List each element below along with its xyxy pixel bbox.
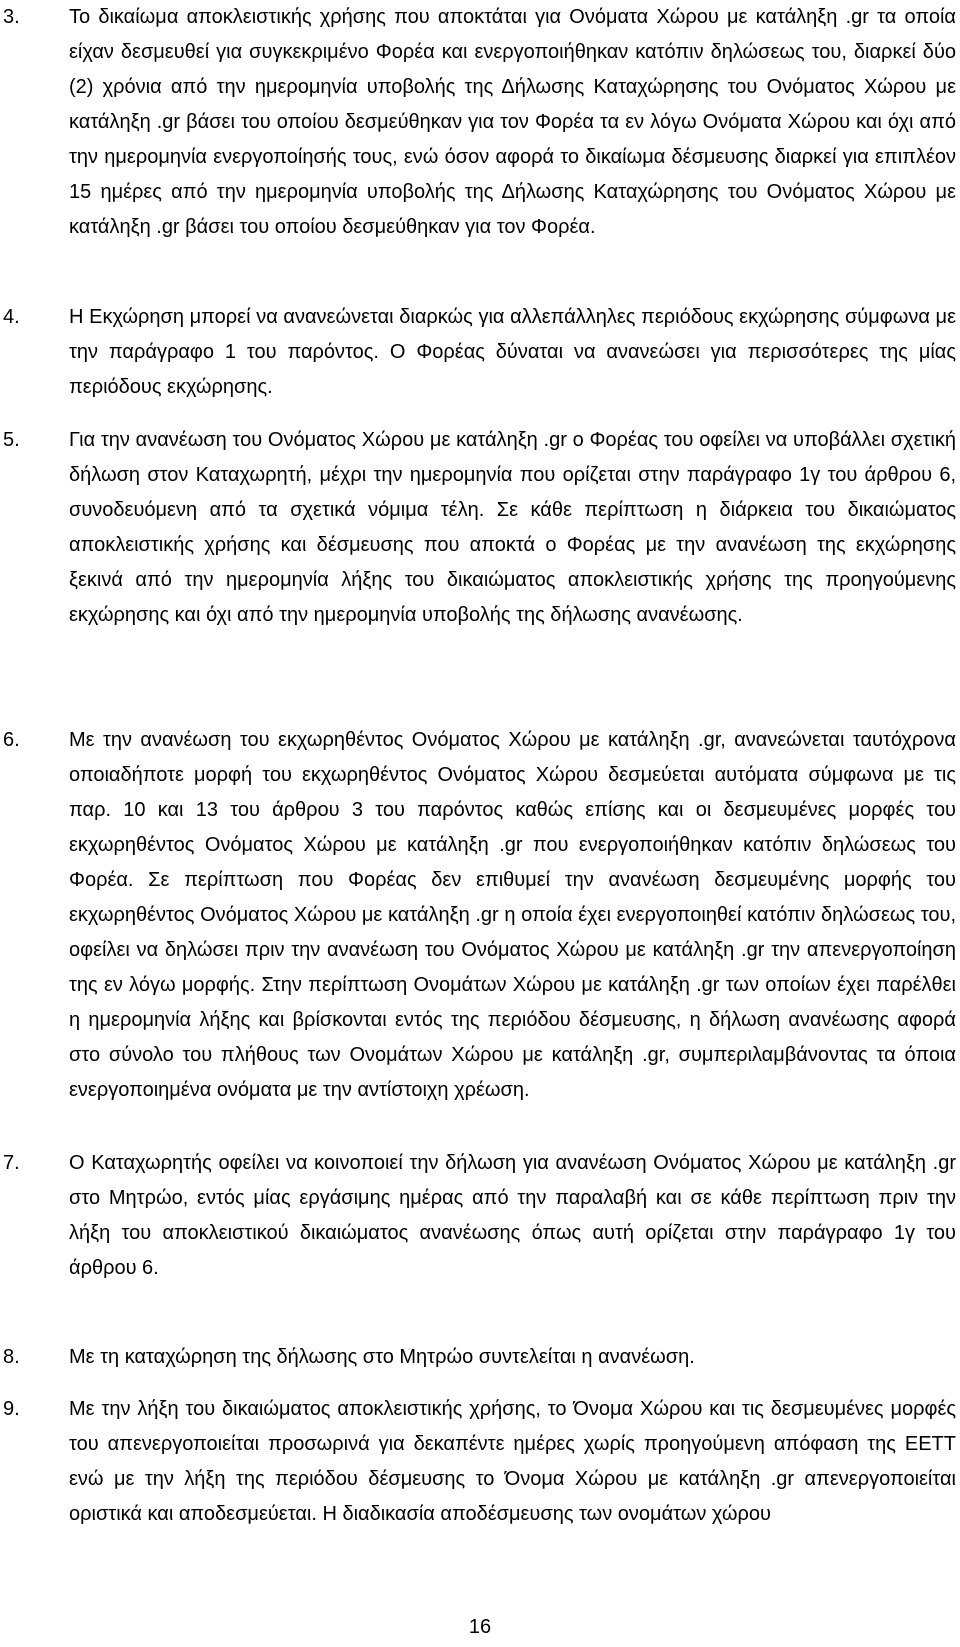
page-number: 16 <box>468 1616 492 1638</box>
item-number: 4. <box>3 306 20 328</box>
item-text: Για την ανανέωση του Ονόματος Χώρου με κατάληξη .gr ο Φορέας του οφείλει να υποβάλλει σχετική δήλωση στον Καταχωρητή, μέχρι την ημερομηνία που ορίζεται στην παράγραφο 1γ του άρθρου 6, συνοδευόμενη από τα σχετικά νόμιμα τέλη. Σε κάθε περίπτωση η διάρκεια του δικαιώματος αποκλειστικής χρήσης και δέσμευσης που αποκτά ο Φορέας με την ανανέωση της εκχώρησης ξεκινά από την ημερομηνία λήξης του δικαιώματος αποκλειστικής χρήσης της προηγούμενης εκχώρησης και όχι από την ημερομηνία υποβολής της δήλωσης ανανέωσης. <box>69 429 956 626</box>
item-number: 8. <box>3 1346 20 1368</box>
item-text: Με τη καταχώρηση της δήλωσης στο Μητρώο συντελείται η ανανέωση. <box>69 1346 695 1368</box>
item-number: 7. <box>3 1152 20 1174</box>
item-text: Το δικαίωμα αποκλειστικής χρήσης που αποκτάται για Ονόματα Χώρου με κατάληξη .gr τα οποία είχαν δεσμευθεί για συγκεκριμένο Φορέα και ενεργοποιήθηκαν κατόπιν δηλώσεως του, διαρκεί δύο (2) χρόνια από την ημερομηνία υποβολής της Δήλωσης Καταχώρησης του Ονόματος Χώρου με κατάληξη .gr βάσει του οποίου δεσμεύθηκαν για τον Φορέα τα εν λόγω Ονόματα Χώρου και όχι από την ημερομηνία ενεργοποίησής τους, ενώ όσον αφορά το δικαίωμα δέσμευσης διαρκεί για επιπλέον 15 ημέρες από την ημερομηνία υποβολής της Δήλωσης Καταχώρησης του Ονόματος Χώρου με κατάληξη .gr βάσει του οποίου δεσμεύθηκαν για τον Φορέα. <box>69 6 956 238</box>
item-number: 9. <box>3 1398 20 1420</box>
item-text: Με την ανανέωση του εκχωρηθέντος Ονόματος Χώρου με κατάληξη .gr, ανανεώνεται ταυτόχρονα οποιαδήποτε μορφή του εκχωρηθέντος Ονόματος Χώρου δεσμεύεται αυτόματα σύμφωνα με τις παρ. 10 και 13 του άρθρου 3 του παρόντος καθώς επίσης και οι δεσμευμένες μορφές του εκχωρηθέντος Ονόματος Χώρου με κατάληξη .gr που ενεργοποιήθηκαν κατόπιν δηλώσεως του Φορέα. Σε περίπτωση που Φορέας δεν επιθυμεί την ανανέωση δεσμευμένης μορφής του εκχωρηθέντος Ονόματος Χώρου με κατάληξη .gr η οποία έχει ενεργοποιηθεί κατόπιν δηλώσεως του, οφείλει να δηλώσει πριν την ανανέωση του Ονόματος Χώρου με κατάληξη .gr την απενεργοποίηση της εν λόγω μορφής. Στην περίπτωση Ονομάτων Χώρου με κατάληξη .gr των οποίων έχει παρέλθει η ημερομηνία λήξης και βρίσκονται εντός της περιόδου δέσμευσης, η δήλωση ανανέωσης αφορά στο σύνολο του πλήθους των Ονομάτων Χώρου με κατάληξη .gr, συμπεριλαμβάνοντας τα όποια ενεργοποιημένα ονόματα με την αντίστοιχη χρέωση. <box>69 729 956 1101</box>
item-number: 6. <box>3 729 20 751</box>
item-number: 3. <box>3 6 20 28</box>
item-text: Η Εκχώρηση μπορεί να ανανεώνεται διαρκώς για αλλεπάλληλες περιόδους εκχώρησης σύμφωνα με την παράγραφο 1 του παρόντος. Ο Φορέας δύναται να ανανεώσει για περισσότερες της μίας περιόδους εκχώρησης. <box>69 306 956 398</box>
item-text: Ο Καταχωρητής οφείλει να κοινοποιεί την δήλωση για ανανέωση Ονόματος Χώρου με κατάληξη .gr στο Μητρώο, εντός μίας εργάσιμης ημέρας από την παραλαβή και σε κάθε περίπτωση πριν την λήξη του αποκλειστικού δικαιώματος ανανέωσης όπως αυτή ορίζεται στην παράγραφο 1γ του άρθρου 6. <box>69 1152 956 1279</box>
item-text: Με την λήξη του δικαιώματος αποκλειστικής χρήσης, το Όνομα Χώρου και τις δεσμευμένες μορφές του απενεργοποιείται προσωρινά για δεκαπέντε ημέρες χωρίς προηγούμενη απόφαση της ΕΕΤΤ ενώ με την λήξη της περιόδου δέσμευσης το Όνομα Χώρου με κατάληξη .gr απενεργοποιείται οριστικά και αποδεσμεύεται. Η διαδικασία αποδέσμευσης των ονομάτων χώρου <box>69 1398 956 1525</box>
item-number: 5. <box>3 429 20 451</box>
